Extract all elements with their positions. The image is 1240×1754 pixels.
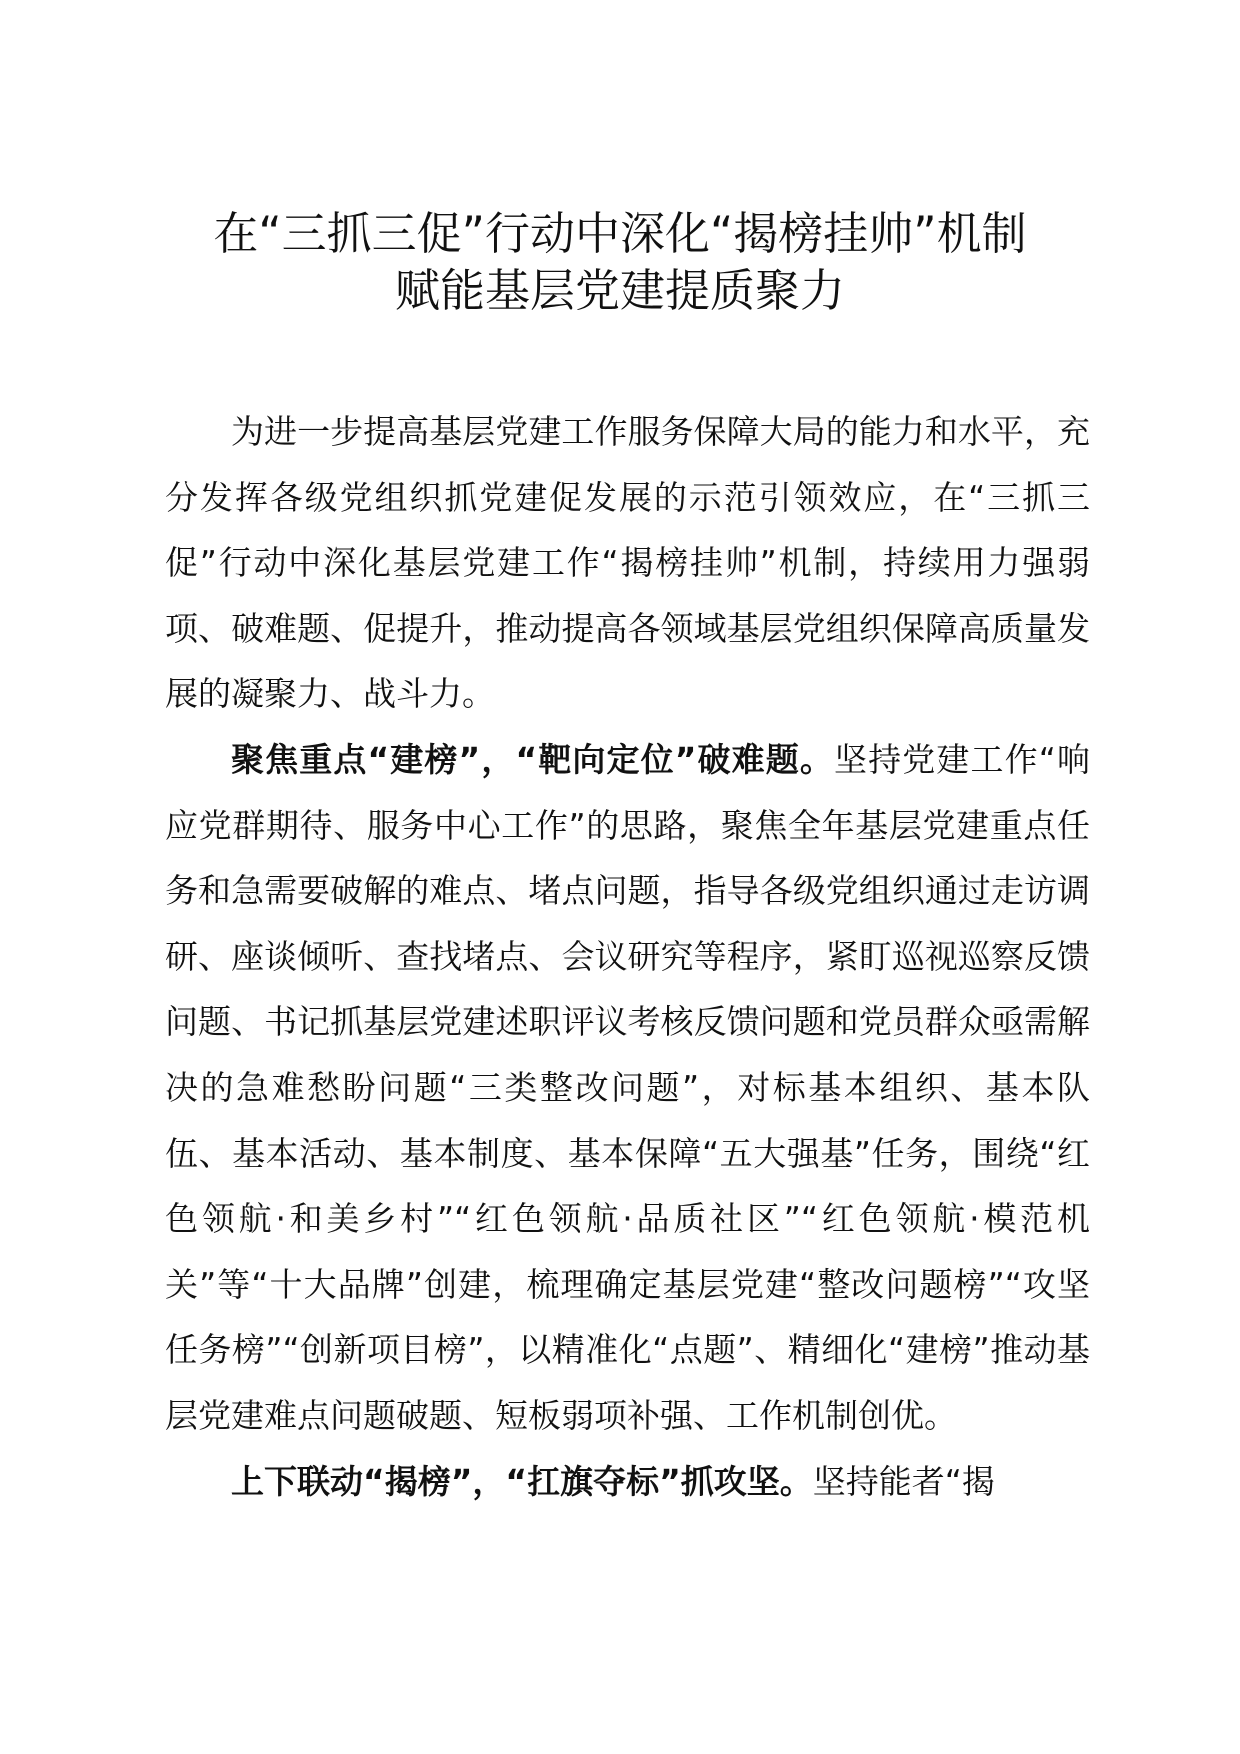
- paragraph-text: 坚持能者“揭: [812, 1461, 995, 1501]
- paragraph-section-2: [165, 1449, 1090, 1515]
- title-line-2: 赋能基层党建提质聚力: [394, 264, 845, 317]
- document-title: [150, 205, 1090, 319]
- document-body: [165, 399, 1090, 1514]
- paragraph-text: 坚持党建工作“响应党群期待、服务中心工作”的思路，聚焦全年基层党建重点任务和急需要破解的难点、堵点问题，指导各级党组织通过走访调研、座谈倾听、查找堵点、会议研究等程序，紧盯巡视巡察反馈问题、书记抓基层党建述职评议考核反馈问题和党员群众亟需解决的急难愁盼问题“三类整改问题”，对标基本组织、基本队伍、基本活动、基本制度、基本保障“五大强基”任务，围绕“红色领航·和美乡村”“红色领航·品质社区”“红色领航·模范机关”等“十大品牌”创建，梳理确定基层党建“整改问题榜”“攻坚任务榜”“创新项目榜”，以精准化“点题”、精细化“建榜”推动基层党建难点问题破题、短板弱项补强、工作机制创优。: [165, 739, 1090, 1435]
- paragraph-heading: 上下联动“揭榜”，“扛旗夺标”抓攻坚。: [231, 1461, 813, 1501]
- title-line-1: 在“三抓三促”行动中深化“揭榜挂帅”机制: [213, 207, 1027, 260]
- paragraph-intro: [165, 399, 1090, 727]
- paragraph-text: 为进一步提高基层党建工作服务保障大局的能力和水平，充分发挥各级党组织抓党建促发展的示范引领效应，在“三抓三促”行动中深化基层党建工作“揭榜挂帅”机制，持续用力强弱项、破难题、促提升，推动提高各领域基层党组织保障高质量发展的凝聚力、战斗力。: [165, 412, 1090, 714]
- paragraph-section-1: [165, 727, 1090, 1449]
- paragraph-heading: 聚焦重点“建榜”，“靶向定位”破难题。: [231, 739, 835, 779]
